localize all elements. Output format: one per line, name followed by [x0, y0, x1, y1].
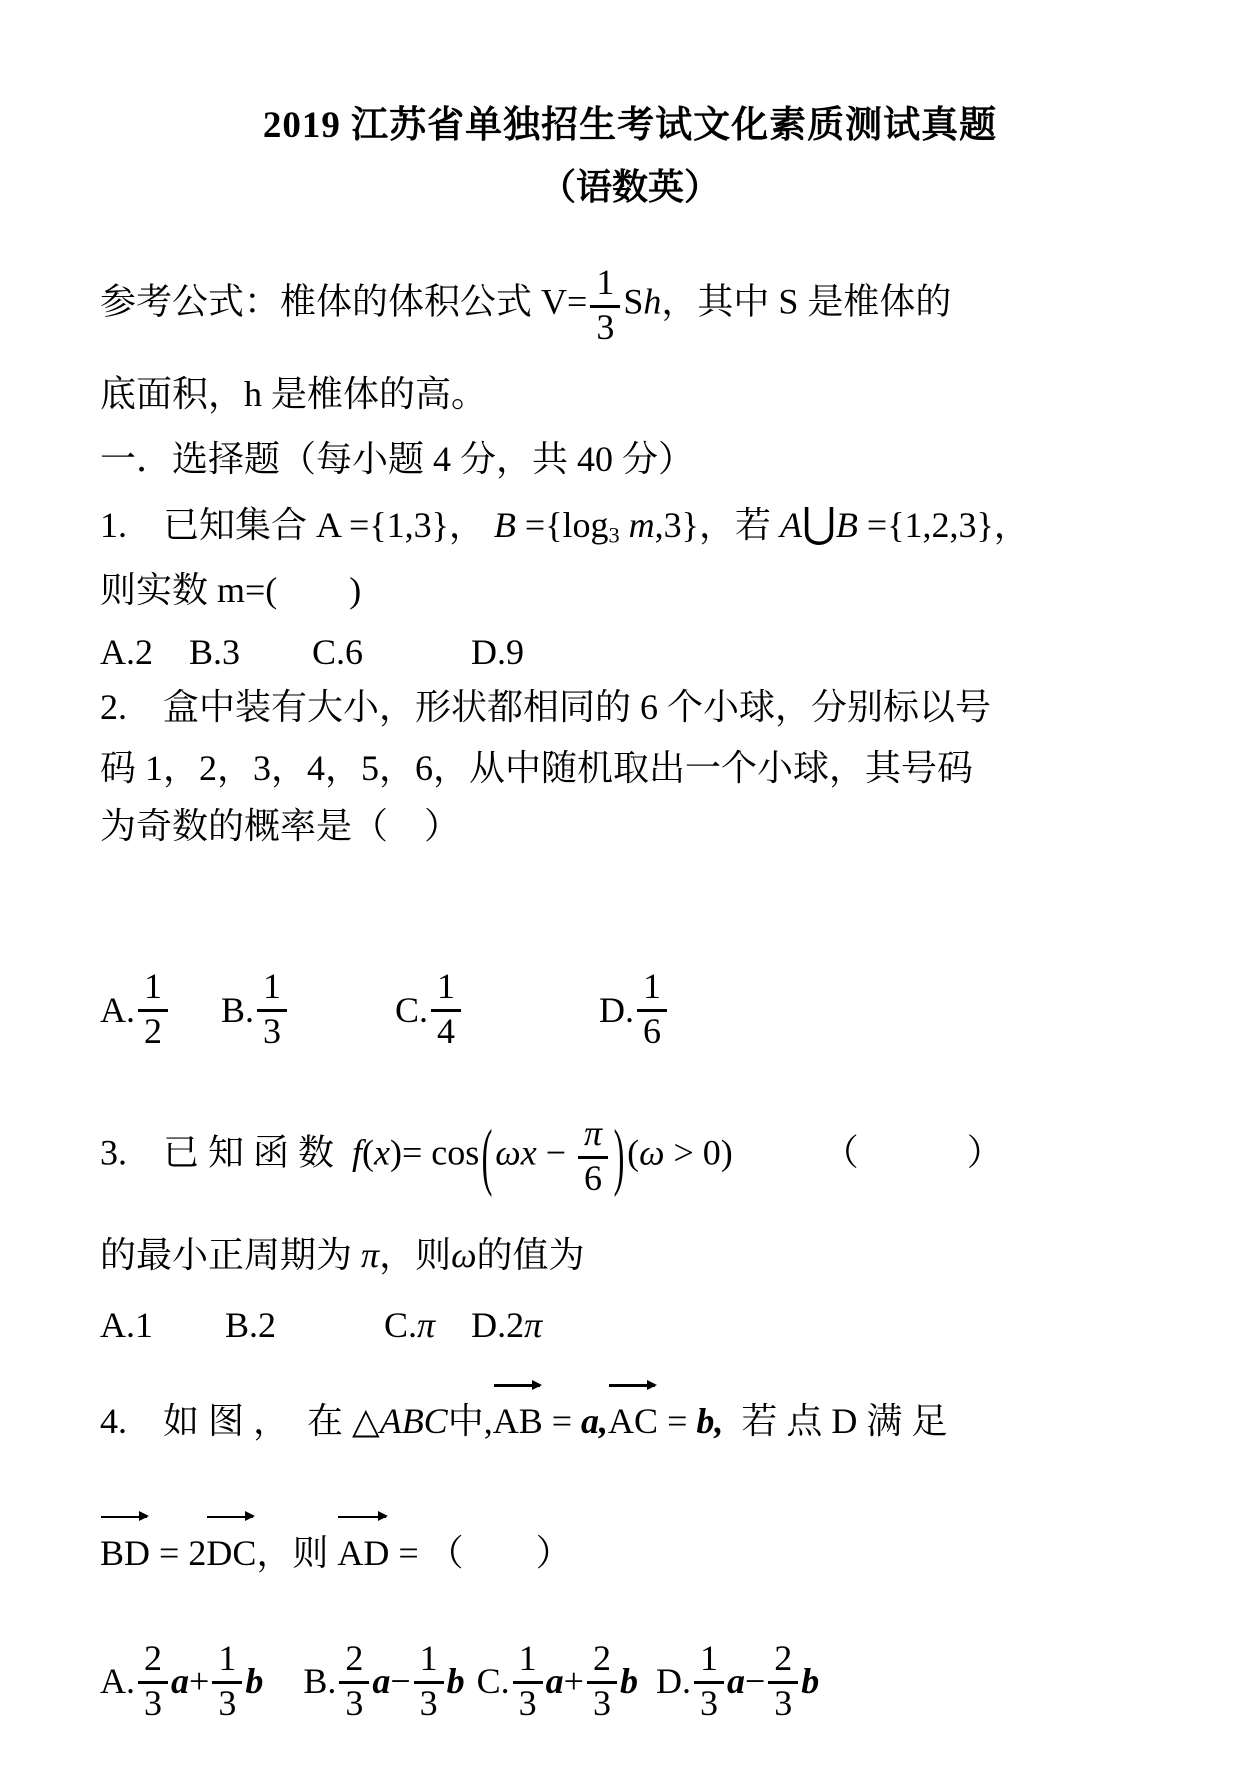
q1-set-union: {1,2,3} — [887, 504, 994, 545]
q1-set-a: {1,3} — [369, 504, 449, 545]
vec-a: a — [545, 1661, 564, 1702]
fraction-one-third: $\frac{1}{3}$ — [590, 262, 620, 349]
vec-b: b — [446, 1661, 465, 1702]
operator: − — [744, 1661, 766, 1702]
vector-dc: DC — [206, 1528, 256, 1578]
close-paren: ) — [613, 1113, 625, 1198]
vector-ad: AD — [337, 1528, 389, 1578]
vector-arrow-icon — [494, 1384, 540, 1387]
fraction: $\frac{1}{4}$ — [431, 966, 461, 1053]
q4-vec-a: a, — [581, 1401, 609, 1442]
vec-b: b — [619, 1661, 638, 1702]
q1-text: ， — [448, 504, 494, 545]
open-paren: ( — [481, 1113, 493, 1198]
q3-text: ( — [362, 1132, 375, 1173]
q4-text: ，则 — [256, 1532, 338, 1573]
q3-text: ( — [627, 1132, 640, 1173]
q3-minus: − — [536, 1132, 576, 1173]
option-label: B. — [221, 989, 255, 1030]
question-2-stem-line2: 码 1，2，3，4，5，6，从中随机取出一个小球，其号码 — [100, 747, 974, 788]
q4-text: = — [658, 1401, 697, 1442]
fraction: $\frac{1}{2}$ — [138, 966, 168, 1053]
vector-bd: BD — [100, 1528, 150, 1578]
doc-title: 2019 江苏省单独招生考试文化素质测试真题 — [262, 105, 998, 146]
q3-func-f: f — [352, 1132, 363, 1173]
operator: − — [390, 1661, 411, 1702]
question-4-options — [100, 1638, 1160, 1725]
vec-a: a — [372, 1661, 391, 1702]
question-3-stem — [100, 1113, 1160, 1200]
question-1-stem — [100, 495, 1160, 553]
fraction: $\frac{1}{3}$ — [414, 1638, 444, 1725]
q3-text: 3. 已 知 函 数 — [100, 1132, 353, 1173]
q1-text: 1. 已知集合 A = — [100, 504, 370, 545]
q1-log-base: 3 — [608, 522, 620, 548]
vec-a: a — [171, 1661, 189, 1702]
option-text: A.1 B.2 C. — [100, 1305, 418, 1346]
option-item — [477, 1638, 638, 1725]
q1-log: {log — [545, 504, 609, 545]
question-2-stem-line3: 为奇数的概率是（ ） — [100, 806, 461, 847]
q4-text: = — [542, 1401, 582, 1442]
union-symbol: ⋃ — [801, 499, 836, 546]
fraction-pi-sixth: $\frac{\pi}{6}$ — [578, 1113, 608, 1200]
q4-text: 4. 如 图 ， 在 — [100, 1401, 353, 1442]
option-item — [221, 966, 290, 1053]
option-pi: π — [524, 1305, 543, 1346]
q3-omega2: ω — [451, 1234, 477, 1275]
q4-text: 中, — [447, 1401, 493, 1442]
operator: + — [563, 1661, 584, 1702]
vector-arrow-icon — [338, 1516, 386, 1519]
q3-text: )= cos — [390, 1132, 480, 1173]
formula-h: h — [643, 281, 662, 322]
fraction: $\frac{1}{3}$ — [212, 1638, 242, 1725]
question-1-stem-line2: 则实数 m=( ) — [100, 569, 362, 610]
question-2-options — [100, 966, 1160, 1053]
formula-S: S — [623, 281, 644, 322]
question-3-options — [100, 1300, 1160, 1350]
option-label: C. — [476, 1661, 510, 1702]
reference-formula-line2: 底面积，h 是椎体的高。 — [100, 373, 488, 414]
section-heading: 一．选择题（每小题 4 分，共 40 分） — [100, 439, 695, 480]
q4-text: 若 点 D 满 足 — [723, 1401, 948, 1442]
q3-text: 的最小正周期为 — [100, 1234, 362, 1275]
q3-omega-x: ωx — [495, 1132, 537, 1173]
q1-var-b: B — [493, 504, 516, 545]
option-label: B. — [303, 1661, 337, 1702]
fraction: $\frac{1}{6}$ — [637, 966, 667, 1053]
question-1-options: A.2 B.3 C.6 D.9 — [100, 631, 525, 672]
vec-a: a — [726, 1661, 745, 1702]
fraction: $\frac{1}{3}$ — [694, 1638, 724, 1725]
q1-var-b2: B — [835, 504, 858, 545]
q3-text: > 0) — [664, 1132, 733, 1173]
q3-var-x: x — [374, 1132, 391, 1173]
question-2-stem: 2. 盒中装有大小，形状都相同的 6 个小球，分别标以号 — [100, 687, 992, 728]
q1-text: = — [515, 504, 546, 545]
q1-set-b-end: ,3} — [654, 504, 699, 545]
option-item — [100, 966, 171, 1053]
q1-text: ，若 — [698, 504, 780, 545]
option-label: D. — [599, 989, 635, 1030]
fraction: $\frac{2}{3}$ — [339, 1638, 369, 1725]
vec-b: b — [801, 1661, 820, 1702]
q3-text: 的值为 — [476, 1234, 585, 1275]
q3-omega: ω — [639, 1132, 665, 1173]
fraction: $\frac{2}{3}$ — [768, 1638, 798, 1725]
vector-arrow-icon — [101, 1516, 147, 1519]
option-item — [395, 966, 464, 1053]
vector-arrow-icon — [609, 1384, 655, 1387]
fraction: $\frac{2}{3}$ — [587, 1638, 617, 1725]
fraction: $\frac{2}{3}$ — [138, 1638, 168, 1725]
option-item — [100, 1638, 263, 1725]
option-item — [599, 966, 670, 1053]
q1-text: = — [857, 504, 888, 545]
option-label: A. — [100, 1661, 135, 1702]
q3-answer-blank: （ ） — [732, 1132, 1003, 1173]
fraction: $\frac{1}{3}$ — [257, 966, 287, 1053]
option-pi: π — [417, 1305, 436, 1346]
formula-prefix: 参考公式：椎体的体积公式 V= — [100, 281, 588, 322]
option-text: D.2 — [435, 1305, 525, 1346]
q1-var-m: m — [619, 504, 655, 545]
vector-ac: AC — [608, 1396, 658, 1446]
q4-abc: ABC — [379, 1401, 448, 1442]
triangle-symbol: △ — [352, 1401, 380, 1442]
vector-arrow-icon — [207, 1516, 253, 1519]
option-item — [656, 1638, 819, 1725]
q1-var-a: A — [779, 504, 802, 545]
formula-suffix: ，其中 S 是椎体的 — [661, 281, 952, 322]
vector-ab: AB — [493, 1396, 543, 1446]
option-label: C. — [395, 989, 429, 1030]
question-3-stem-line2 — [100, 1230, 1160, 1280]
option-label: A. — [100, 989, 135, 1030]
question-4-stem — [100, 1380, 1160, 1446]
q3-text: ，则 — [379, 1234, 452, 1275]
q4-text: = 2 — [150, 1532, 207, 1573]
question-4-stem-line2 — [100, 1512, 1160, 1578]
reference-formula-line — [100, 262, 1160, 349]
option-label: D. — [655, 1661, 691, 1702]
q3-pi: π — [361, 1234, 380, 1275]
q1-text: ， — [993, 504, 1030, 545]
q4-answer-blank: = （ ） — [389, 1532, 572, 1573]
operator: + — [189, 1661, 210, 1702]
doc-subtitle: （语数英） — [539, 166, 720, 207]
fraction: $\frac{1}{3}$ — [513, 1638, 543, 1725]
option-item — [303, 1638, 464, 1725]
q4-vec-b: b, — [696, 1401, 724, 1442]
vec-b: b — [245, 1661, 264, 1702]
